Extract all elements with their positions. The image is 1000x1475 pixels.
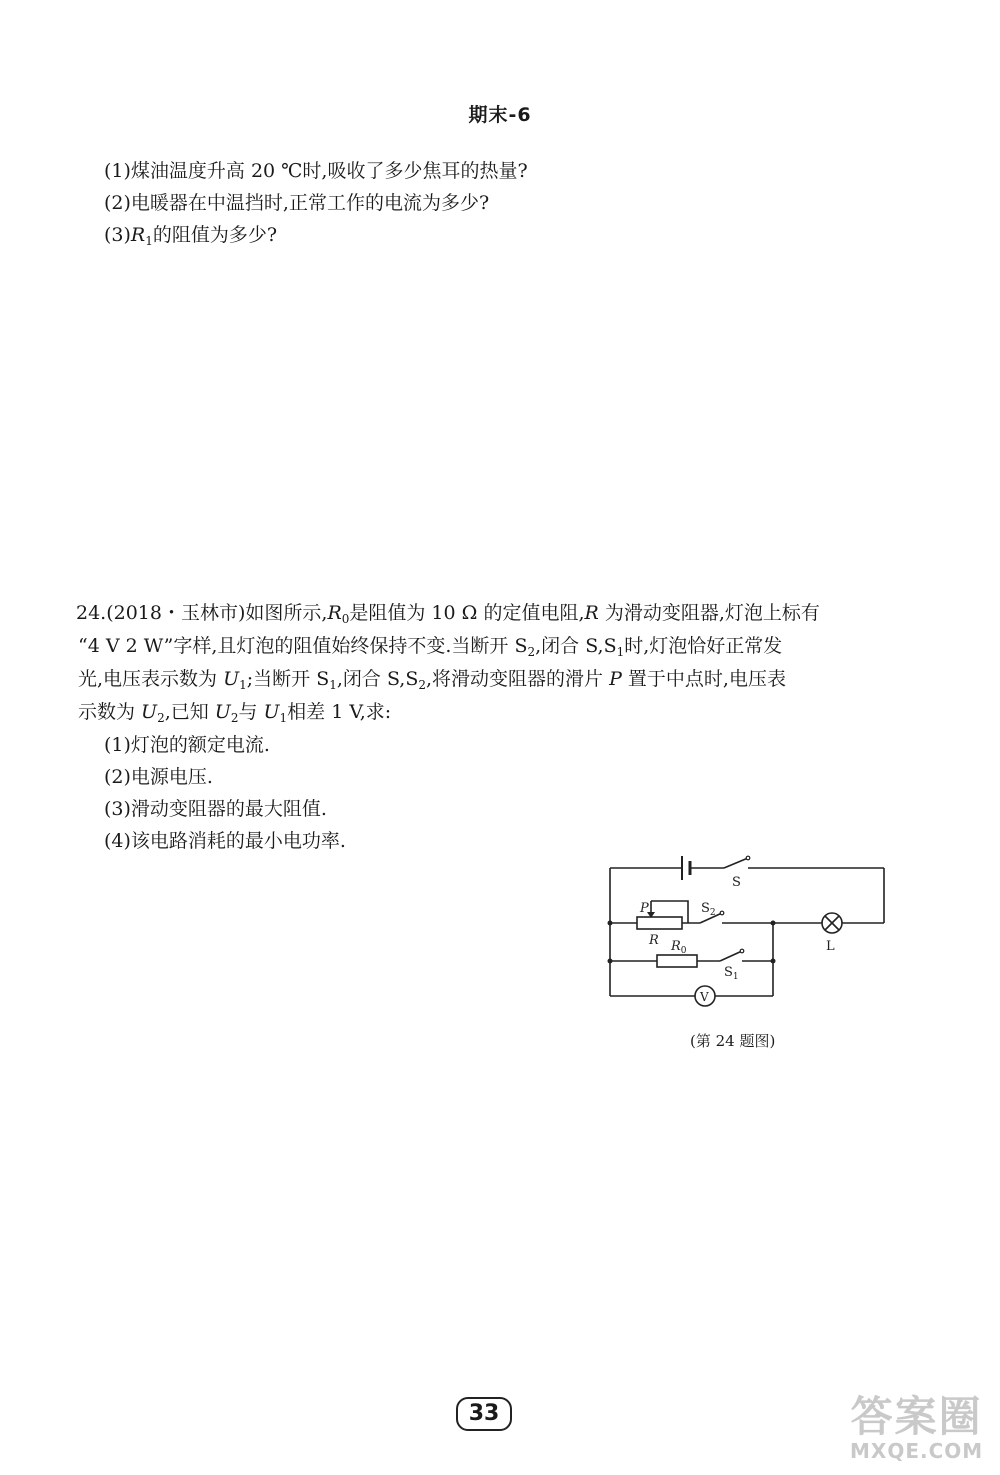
q24-text: ,闭合 S,S [535,635,617,657]
q24-sub: 1 [279,711,288,725]
q23-part1: (1)煤油温度升高 20 ℃时,吸收了多少焦耳的热量? [104,160,528,182]
q24-sub: 2 [418,678,426,692]
label-s: S [732,875,741,890]
junction-dot [608,921,613,926]
resistor-r0 [657,955,697,967]
q24-r0-sub: 0 [341,612,350,626]
watermark-url: MXQE.COM [850,1439,984,1463]
switch-s1-blade [720,951,742,961]
label-r0: $R_0$ [671,939,687,956]
junction-dot [771,921,776,926]
q24-text: 时,灯泡恰好正常发 [624,635,783,657]
q24-text: ,已知 [164,701,215,723]
switch-s2-pivot [720,911,724,915]
q23-part2: (2)电暖器在中温挡时,正常工作的电流为多少? [104,192,490,214]
q24-text: 为滑动变阻器,灯泡上标有 [598,602,820,624]
q24-var: P [609,668,622,690]
q24-sub1: (1)灯泡的额定电流. [104,734,270,756]
q24-sub2: (2)电源电压. [104,766,213,788]
q24-text: ;当断开 S [246,668,330,690]
q23-part3-prefix: (3) [104,224,131,246]
switch-s1-pivot [740,949,744,953]
q24-r-var: R [584,602,599,624]
q24-sub: 1 [239,678,247,692]
q24-sub: 1 [616,645,625,659]
q23-part3-sub: 1 [145,234,153,248]
q24-sub: 1 [329,678,337,692]
q24-text: 相差 1 V,求: [287,701,392,723]
q24-text: “4 V 2 W”字样,且灯泡的阻值始终保持不变.当断开 S [78,635,528,657]
q24-text: 置于中点时,电压表 [621,668,786,690]
switch-s-blade [724,858,748,868]
q24-var: U [214,701,231,723]
q23-part3-text: 的阻值为多少? [152,224,278,246]
q24-var: U [141,701,158,723]
q24-text: 示数为 [78,701,142,723]
q24-var: U [223,668,240,690]
q24-sub: 2 [230,711,239,725]
q24-text: 是阻值为 10 Ω 的定值电阻, [349,602,585,624]
watermark-logo [850,1392,984,1463]
q24-r0-var: R [327,602,342,624]
label-p: P [640,901,649,916]
q24-sub: 2 [527,645,536,659]
q24-text: ,闭合 S,S [336,668,419,690]
junction-dot [608,959,613,964]
junction-dot [771,959,776,964]
label-l: L [826,939,835,954]
label-s1: $S_1$ [724,965,739,982]
page-number: 33 [456,1397,512,1431]
label-r: R [649,933,659,948]
page-title: 期末-6 [468,104,532,126]
watermark-main: 答案圈 [850,1392,983,1441]
q24-text: 光,电压表示数为 [78,668,224,690]
q23-part3-var: R [130,224,146,246]
label-s2: $S_2$ [701,901,716,918]
label-v: V [700,990,709,1004]
q24-number-source: 24.(2018・玉林市)如图所示, [76,602,328,624]
q24-text: 与 [238,701,264,723]
q24-sub3: (3)滑动变阻器的最大阻值. [104,798,327,820]
rheostat-r [637,917,682,929]
q24-text: ,将滑动变阻器的滑片 [425,668,610,690]
switch-s-pivot [746,856,750,860]
q24-sub4: (4)该电路消耗的最小电功率. [104,830,346,852]
q24-sub: 2 [157,711,165,725]
q24-var: U [263,701,280,723]
figure-caption: (第 24 题图) [690,1032,776,1050]
